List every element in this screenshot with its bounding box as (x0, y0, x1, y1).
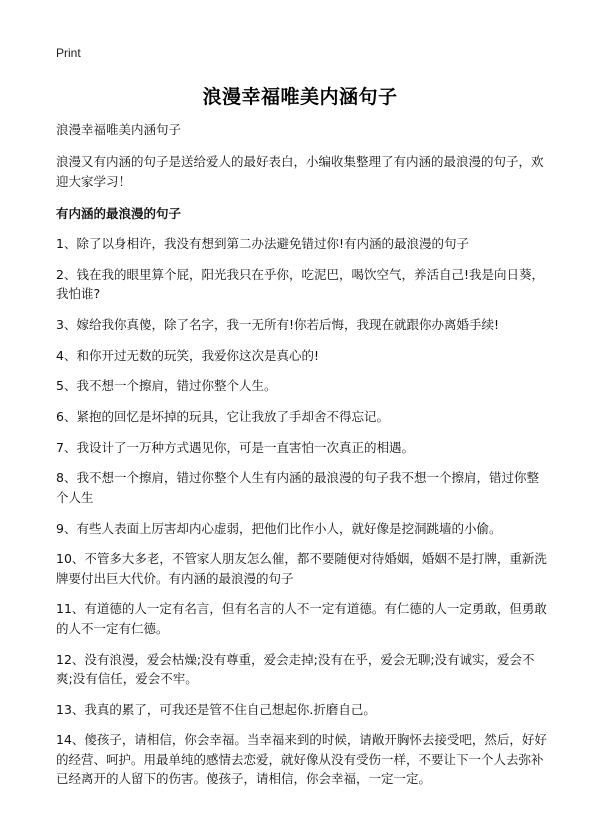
list-item: 11、有道德的人一定有名言，但有名言的人不一定有道德。有仁德的人一定勇敢，但勇敢的人不一定有仁德。 (56, 601, 547, 636)
section-heading: 有内涵的最浪漫的句子 (56, 206, 182, 221)
list-item: 3、嫁给我你真傻，除了名字，我一无所有!你若后悔，我现在就跟你办离婚手续! (56, 316, 499, 332)
article-subtitle: 浪漫幸福唯美内涵句子 (56, 122, 182, 137)
list-item: 6、紧抱的回忆是坏掉的玩具，它让我放了手却舍不得忘记。 (56, 408, 389, 424)
list-item: 2、钱在我的眼里算个屁，阳光我只在乎你，吃泥巴，喝饮空气，养活自己!我是向日葵，我怕谁? (56, 266, 544, 302)
list-item: 7、我设计了一万种方式遇见你，可是一直害怕一次真正的相遇。 (56, 439, 414, 455)
list-item: 4、和你开过无数的玩笑，我爱你这次是真心的! (56, 347, 319, 363)
list-item: 8、我不想一个擦肩，错过你整个人生有内涵的最浪漫的句子我不想一个擦肩，错过你整个人生 (56, 470, 539, 505)
list-item: 14、傻孩子，请相信，你会幸福。当幸福来到的时候，请敞开胸怀去接受吧，然后，好好的经营、呵护。用最单纯的感情去恋爱，就好像从没有受伤一样，不要让下一个人去弥补已经离开的人留下的伤害。傻孩子，请相信，你会幸福，一定一定。 (56, 732, 547, 787)
page-title: 浪漫幸福唯美内涵句子 (202, 86, 398, 108)
article-body (56, 120, 548, 800)
list-item: 13、我真的累了，可我还是管不住自己想起你.折磨自己。 (56, 701, 376, 717)
list-item: 5、我不想一个擦肩，错过你整个人生。 (56, 378, 277, 394)
print-link[interactable]: Print (56, 46, 81, 60)
list-item: 1、除了以身相许，我没有想到第二办法避免错过你!有内涵的最浪漫的句子 (56, 236, 469, 251)
list-item: 10、不管多大多老，不管家人朋友怎么催，都不要随便对待婚姻，婚姻不是打牌，重新洗牌要付出巨大代价。有内涵的最浪漫的句子 (56, 551, 547, 586)
list-item: 12、没有浪漫，爱会枯燥;没有尊重，爱会走掉;没有在乎，爱会无聊;没有诚实，爱会不爽;没有信任，爱会不牢。 (56, 651, 535, 687)
list-item: 9、有些人表面上厉害却内心虚弱，把他们比作小人，就好像是挖洞跳墙的小偷。 (56, 520, 502, 536)
sentence-list (56, 234, 548, 789)
article-intro: 浪漫又有内涵的句子是送给爱人的最好表白，小编收集整理了有内涵的最浪漫的句子，欢迎大家学习！ (56, 154, 544, 189)
